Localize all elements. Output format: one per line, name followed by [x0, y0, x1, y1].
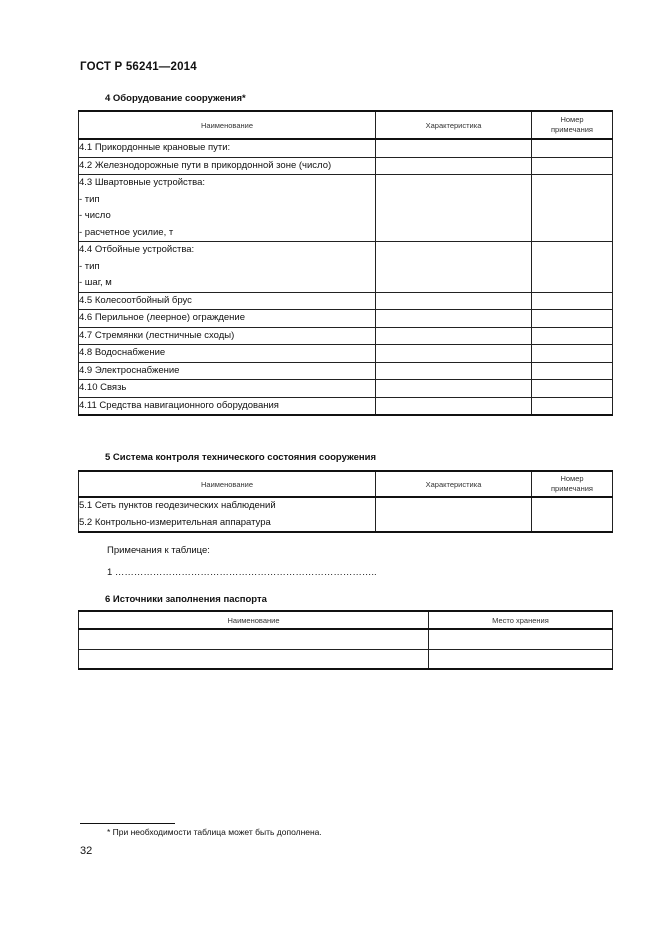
item-text: 5.2 Контрольно-измерительная аппаратура [79, 516, 271, 528]
item-name-cell [79, 310, 376, 328]
table-header-row [79, 111, 613, 139]
table-note-item: 1 ……………………………………………………………………….. [107, 567, 377, 578]
note-number-cell [532, 242, 613, 293]
note-number-label-line2: примечания [551, 484, 593, 493]
characteristic-cell [376, 242, 532, 293]
column-header-name: Наименование [79, 611, 429, 629]
characteristic-cell [376, 139, 532, 157]
item-name-cell [79, 157, 376, 175]
table-row [79, 310, 613, 328]
item-name-cell [79, 380, 376, 398]
item-name-cell [79, 242, 376, 293]
item-name-cell [79, 175, 376, 242]
table-row [79, 397, 613, 415]
column-header-storage-place: Место хранения [429, 611, 613, 629]
column-header-note-number [532, 111, 613, 139]
source-name-cell [79, 649, 429, 669]
item-text: - шаг, м [79, 277, 112, 288]
storage-place-cell [429, 649, 613, 669]
column-header-note-number [532, 471, 613, 497]
column-header-name: Наименование [79, 471, 376, 497]
table-header-row [79, 611, 613, 629]
monitoring-table [78, 470, 613, 533]
item-text: 4.4 Отбойные устройства: [79, 244, 195, 255]
item-name-cell [79, 362, 376, 380]
item-text: 4.9 Электроснабжение [79, 364, 180, 376]
table-notes-label: Примечания к таблице: [107, 545, 210, 556]
column-header-name: Наименование [79, 111, 376, 139]
characteristic-cell [376, 157, 532, 175]
note-number-cell [532, 139, 613, 157]
item-text: 4.11 Средства навигационного оборудования [79, 399, 279, 411]
characteristic-cell [376, 175, 532, 242]
note-number-cell [532, 497, 613, 532]
item-text: 5.1 Сеть пунктов геодезических наблюдений [79, 500, 276, 511]
section-5-title: 5 Система контроля технического состояния сооружения [105, 452, 377, 463]
item-text: 4.7 Стремянки (лестничные сходы) [79, 329, 235, 341]
page-number: 32 [80, 845, 93, 857]
item-text: - число [79, 210, 111, 221]
table-row [79, 362, 613, 380]
item-name-cell [79, 497, 376, 532]
note-number-cell [532, 380, 613, 398]
table-row [79, 139, 613, 157]
note-number-label-line1: Номер [560, 115, 584, 124]
document-standard-header: ГОСТ Р 56241—2014 [80, 61, 197, 73]
footnote: * При необходимости таблица может быть дополнена. [107, 827, 322, 837]
item-name-cell [79, 345, 376, 363]
characteristic-cell [376, 345, 532, 363]
item-name-cell [79, 397, 376, 415]
characteristic-cell [376, 380, 532, 398]
storage-place-cell [429, 629, 613, 649]
table-row [79, 157, 613, 175]
table-row [79, 649, 613, 669]
table-row [79, 242, 613, 293]
item-text: 4.6 Перильное (леерное) ограждение [79, 312, 245, 323]
characteristic-cell [376, 497, 532, 532]
item-text: 4.3 Швартовные устройства: [79, 177, 206, 188]
item-text: - тип [79, 193, 100, 205]
equipment-table [78, 110, 613, 416]
item-text: - расчетное усилие, т [79, 226, 174, 238]
section-6-title: 6 Источники заполнения паспорта [105, 594, 267, 605]
characteristic-cell [376, 397, 532, 415]
characteristic-cell [376, 327, 532, 345]
table-row [79, 175, 613, 242]
section-4-title: 4 Оборудование сооружения* [105, 93, 246, 104]
characteristic-cell [376, 310, 532, 328]
item-text: 4.8 Водоснабжение [79, 347, 166, 358]
note-number-label-line1: Номер [560, 474, 584, 483]
column-header-characteristic: Характеристика [376, 471, 532, 497]
note-number-cell [532, 310, 613, 328]
note-number-label-line2: примечания [551, 125, 593, 134]
item-text: - тип [79, 260, 100, 272]
table-row [79, 497, 613, 532]
note-number-cell [532, 292, 613, 310]
table-row [79, 327, 613, 345]
footnote-separator [80, 823, 175, 824]
characteristic-cell [376, 292, 532, 310]
note-number-cell [532, 327, 613, 345]
table-header-row [79, 471, 613, 497]
note-number-cell [532, 362, 613, 380]
note-number-cell [532, 157, 613, 175]
note-number-cell [532, 397, 613, 415]
item-text: 4.5 Колесоотбойный брус [79, 294, 192, 306]
characteristic-cell [376, 362, 532, 380]
note-number-cell [532, 345, 613, 363]
table-row [79, 629, 613, 649]
source-name-cell [79, 629, 429, 649]
sources-table [78, 610, 613, 670]
table-row [79, 380, 613, 398]
note-number-cell [532, 175, 613, 242]
column-header-characteristic: Характеристика [376, 111, 532, 139]
item-name-cell [79, 327, 376, 345]
item-text: 4.1 Прикордонные крановые пути: [79, 142, 231, 153]
table-row [79, 292, 613, 310]
table-row [79, 345, 613, 363]
item-text: 4.2 Железнодорожные пути в прикордонной зоне (число) [79, 159, 332, 171]
item-name-cell [79, 292, 376, 310]
item-text: 4.10 Связь [79, 382, 127, 393]
item-name-cell [79, 139, 376, 157]
